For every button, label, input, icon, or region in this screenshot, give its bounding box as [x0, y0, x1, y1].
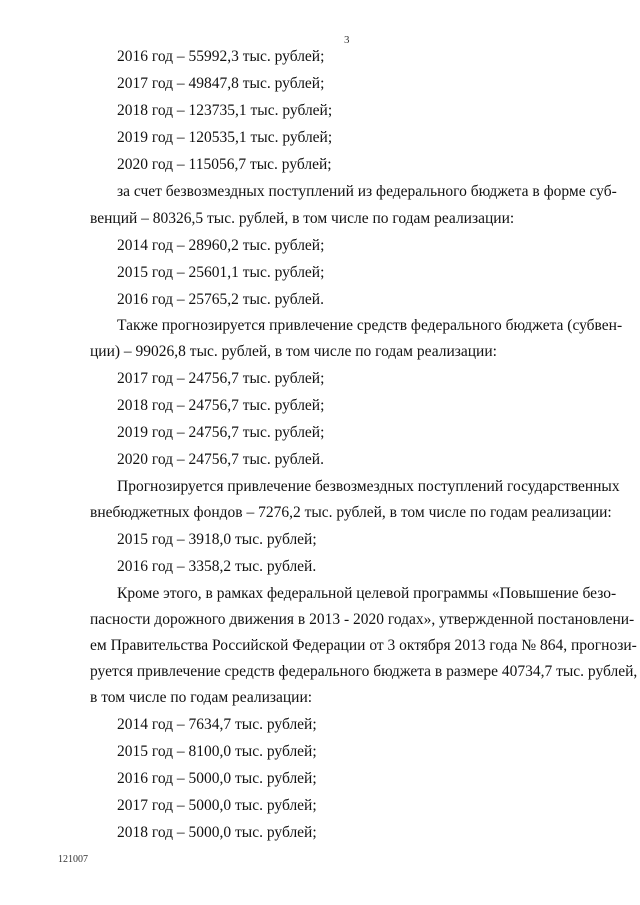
paragraph-line: ем Правительства Российской Федерации от 3 октября 2013 года № 864, прогнози- [90, 637, 637, 654]
year-line: 2019 год – 120535,1 тыс. рублей; [117, 129, 333, 146]
year-line: 2017 год – 49847,8 тыс. рублей; [117, 75, 325, 92]
paragraph-line: Прогнозируется привлечение безвозмездных поступлений государственных [117, 478, 620, 495]
year-line: 2017 год – 24756,7 тыс. рублей; [117, 370, 325, 387]
year-line: 2016 год – 5000,0 тыс. рублей; [117, 770, 317, 787]
year-line: 2020 год – 115056,7 тыс. рублей; [117, 156, 332, 173]
paragraph-line: руется привлечение средств федерального бюджета в размере 40734,7 тыс. рублей, [90, 663, 638, 680]
year-line: 2018 год – 5000,0 тыс. рублей; [117, 824, 317, 841]
year-line: 2016 год – 55992,3 тыс. рублей; [117, 48, 325, 65]
paragraph-line: ции) – 99026,8 тыс. рублей, в том числе по годам реализации: [90, 343, 497, 360]
year-line: 2020 год – 24756,7 тыс. рублей. [117, 451, 324, 468]
footer-code: 121007 [58, 854, 88, 865]
year-line: 2017 год – 5000,0 тыс. рублей; [117, 797, 317, 814]
paragraph-line: Кроме этого, в рамках федеральной целевой программы «Повышение безо- [117, 585, 617, 602]
year-line: 2015 год – 25601,1 тыс. рублей; [117, 264, 325, 281]
paragraph-line: в том числе по годам реализации: [90, 689, 313, 706]
year-line: 2018 год – 123735,1 тыс. рублей; [117, 102, 333, 119]
year-line: 2015 год – 3918,0 тыс. рублей; [117, 531, 317, 548]
year-line: 2016 год – 25765,2 тыс. рублей. [117, 291, 324, 308]
year-line: 2014 год – 28960,2 тыс. рублей; [117, 237, 325, 254]
year-line: 2016 год – 3358,2 тыс. рублей. [117, 558, 317, 575]
paragraph-line: Также прогнозируется привлечение средств федерального бюджета (субвен- [117, 317, 623, 334]
year-line: 2015 год – 8100,0 тыс. рублей; [117, 743, 317, 760]
paragraph-line: внебюджетных фондов – 7276,2 тыс. рублей, в том числе по годам реализации: [90, 504, 612, 521]
year-line: 2014 год – 7634,7 тыс. рублей; [117, 716, 317, 733]
page-number: 3 [344, 34, 350, 46]
paragraph-line: венций – 80326,5 тыс. рублей, в том числе по годам реализации: [90, 210, 515, 227]
paragraph-line: за счет безвозмездных поступлений из федерального бюджета в форме суб- [117, 183, 617, 200]
year-line: 2018 год – 24756,7 тыс. рублей; [117, 397, 325, 414]
paragraph-line: пасности дорожного движения в 2013 - 2020 годах», утвержденной постановлени- [90, 611, 635, 628]
year-line: 2019 год – 24756,7 тыс. рублей; [117, 424, 325, 441]
